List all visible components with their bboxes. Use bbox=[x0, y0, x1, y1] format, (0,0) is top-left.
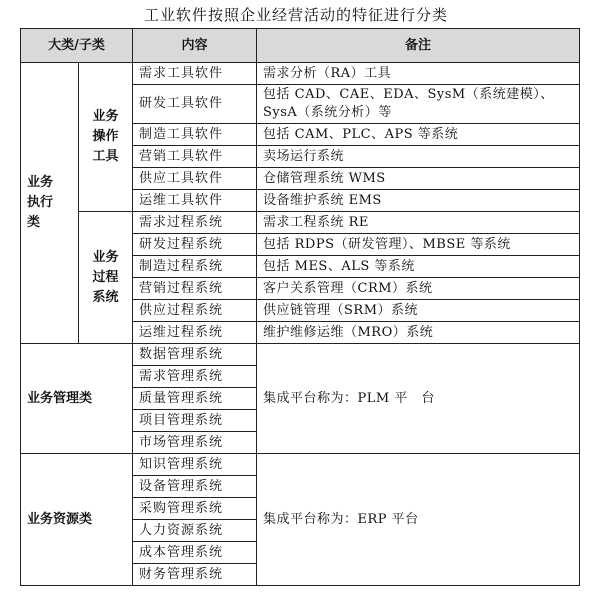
group-note-resource: 集成平台称为：ERP 平台 bbox=[257, 454, 580, 586]
table-row bbox=[21, 454, 580, 476]
note-cell: 仓储管理系统 WMS bbox=[257, 168, 580, 190]
header-remark: 备注 bbox=[257, 29, 580, 63]
table-title: 工业软件按照企业经营活动的特征进行分类 bbox=[143, 6, 448, 24]
header-category: 大类/子类 bbox=[21, 29, 133, 63]
note-cell: 包括 MES、ALS 等系统 bbox=[257, 256, 580, 278]
note-cell: 包括 CAM、PLC、APS 等系统 bbox=[257, 124, 580, 146]
item-cell: 质量管理系统 bbox=[133, 388, 257, 410]
item-cell: 运维过程系统 bbox=[133, 322, 257, 344]
item-cell: 采购管理系统 bbox=[133, 498, 257, 520]
item-cell: 需求管理系统 bbox=[133, 366, 257, 388]
item-cell: 数据管理系统 bbox=[133, 344, 257, 366]
item-cell: 运维工具软件 bbox=[133, 190, 257, 212]
item-cell: 营销过程系统 bbox=[133, 278, 257, 300]
note-cell: 设备维护系统 EMS bbox=[257, 190, 580, 212]
table-row bbox=[21, 212, 580, 234]
note-cell: 客户关系管理（CRM）系统 bbox=[257, 278, 580, 300]
classification-table bbox=[20, 28, 580, 586]
category-execution bbox=[21, 63, 79, 344]
subcategory-processes bbox=[79, 212, 133, 344]
item-cell: 市场管理系统 bbox=[133, 432, 257, 454]
item-cell: 需求过程系统 bbox=[133, 212, 257, 234]
item-cell: 供应工具软件 bbox=[133, 168, 257, 190]
note-cell: 需求工程系统 RE bbox=[257, 212, 580, 234]
item-cell: 需求工具软件 bbox=[133, 63, 257, 85]
table-row bbox=[21, 63, 580, 85]
item-cell: 知识管理系统 bbox=[133, 454, 257, 476]
item-cell: 项目管理系统 bbox=[133, 410, 257, 432]
subcategory-label: 业务操作工具 bbox=[92, 109, 119, 164]
subcategory-label: 业务过程系统 bbox=[92, 249, 119, 305]
item-cell: 财务管理系统 bbox=[133, 564, 257, 586]
table-row bbox=[21, 344, 580, 366]
item-cell: 制造过程系统 bbox=[133, 256, 257, 278]
item-cell: 研发过程系统 bbox=[133, 234, 257, 256]
item-cell: 营销工具软件 bbox=[133, 146, 257, 168]
subcategory-tools bbox=[79, 63, 133, 212]
item-cell: 设备管理系统 bbox=[133, 476, 257, 498]
note-cell: 维护维修运维（MRO）系统 bbox=[257, 322, 580, 344]
note-cell: 包括 RDPS（研发管理）、MBSE 等系统 bbox=[257, 234, 580, 256]
item-cell: 研发工具软件 bbox=[133, 85, 257, 124]
note-cell: 需求分析（RA）工具 bbox=[257, 63, 580, 85]
item-cell: 成本管理系统 bbox=[133, 542, 257, 564]
header-content: 内容 bbox=[133, 29, 257, 63]
header-row bbox=[21, 29, 580, 63]
item-cell: 人力资源系统 bbox=[133, 520, 257, 542]
note-cell: 供应链管理（SRM）系统 bbox=[257, 300, 580, 322]
category-resource: 业务资源类 bbox=[21, 454, 133, 586]
category-management: 业务管理类 bbox=[21, 344, 133, 454]
note-cell: 包括 CAD、CAE、EDA、SysM（系统建模）、SysA（系统分析）等 bbox=[257, 85, 580, 124]
group-note-management: 集成平台称为：PLM 平 台 bbox=[257, 344, 580, 454]
note-cell: 卖场运行系统 bbox=[257, 146, 580, 168]
category-label: 业务执行类 bbox=[27, 175, 54, 230]
item-cell: 制造工具软件 bbox=[133, 124, 257, 146]
item-cell: 供应过程系统 bbox=[133, 300, 257, 322]
